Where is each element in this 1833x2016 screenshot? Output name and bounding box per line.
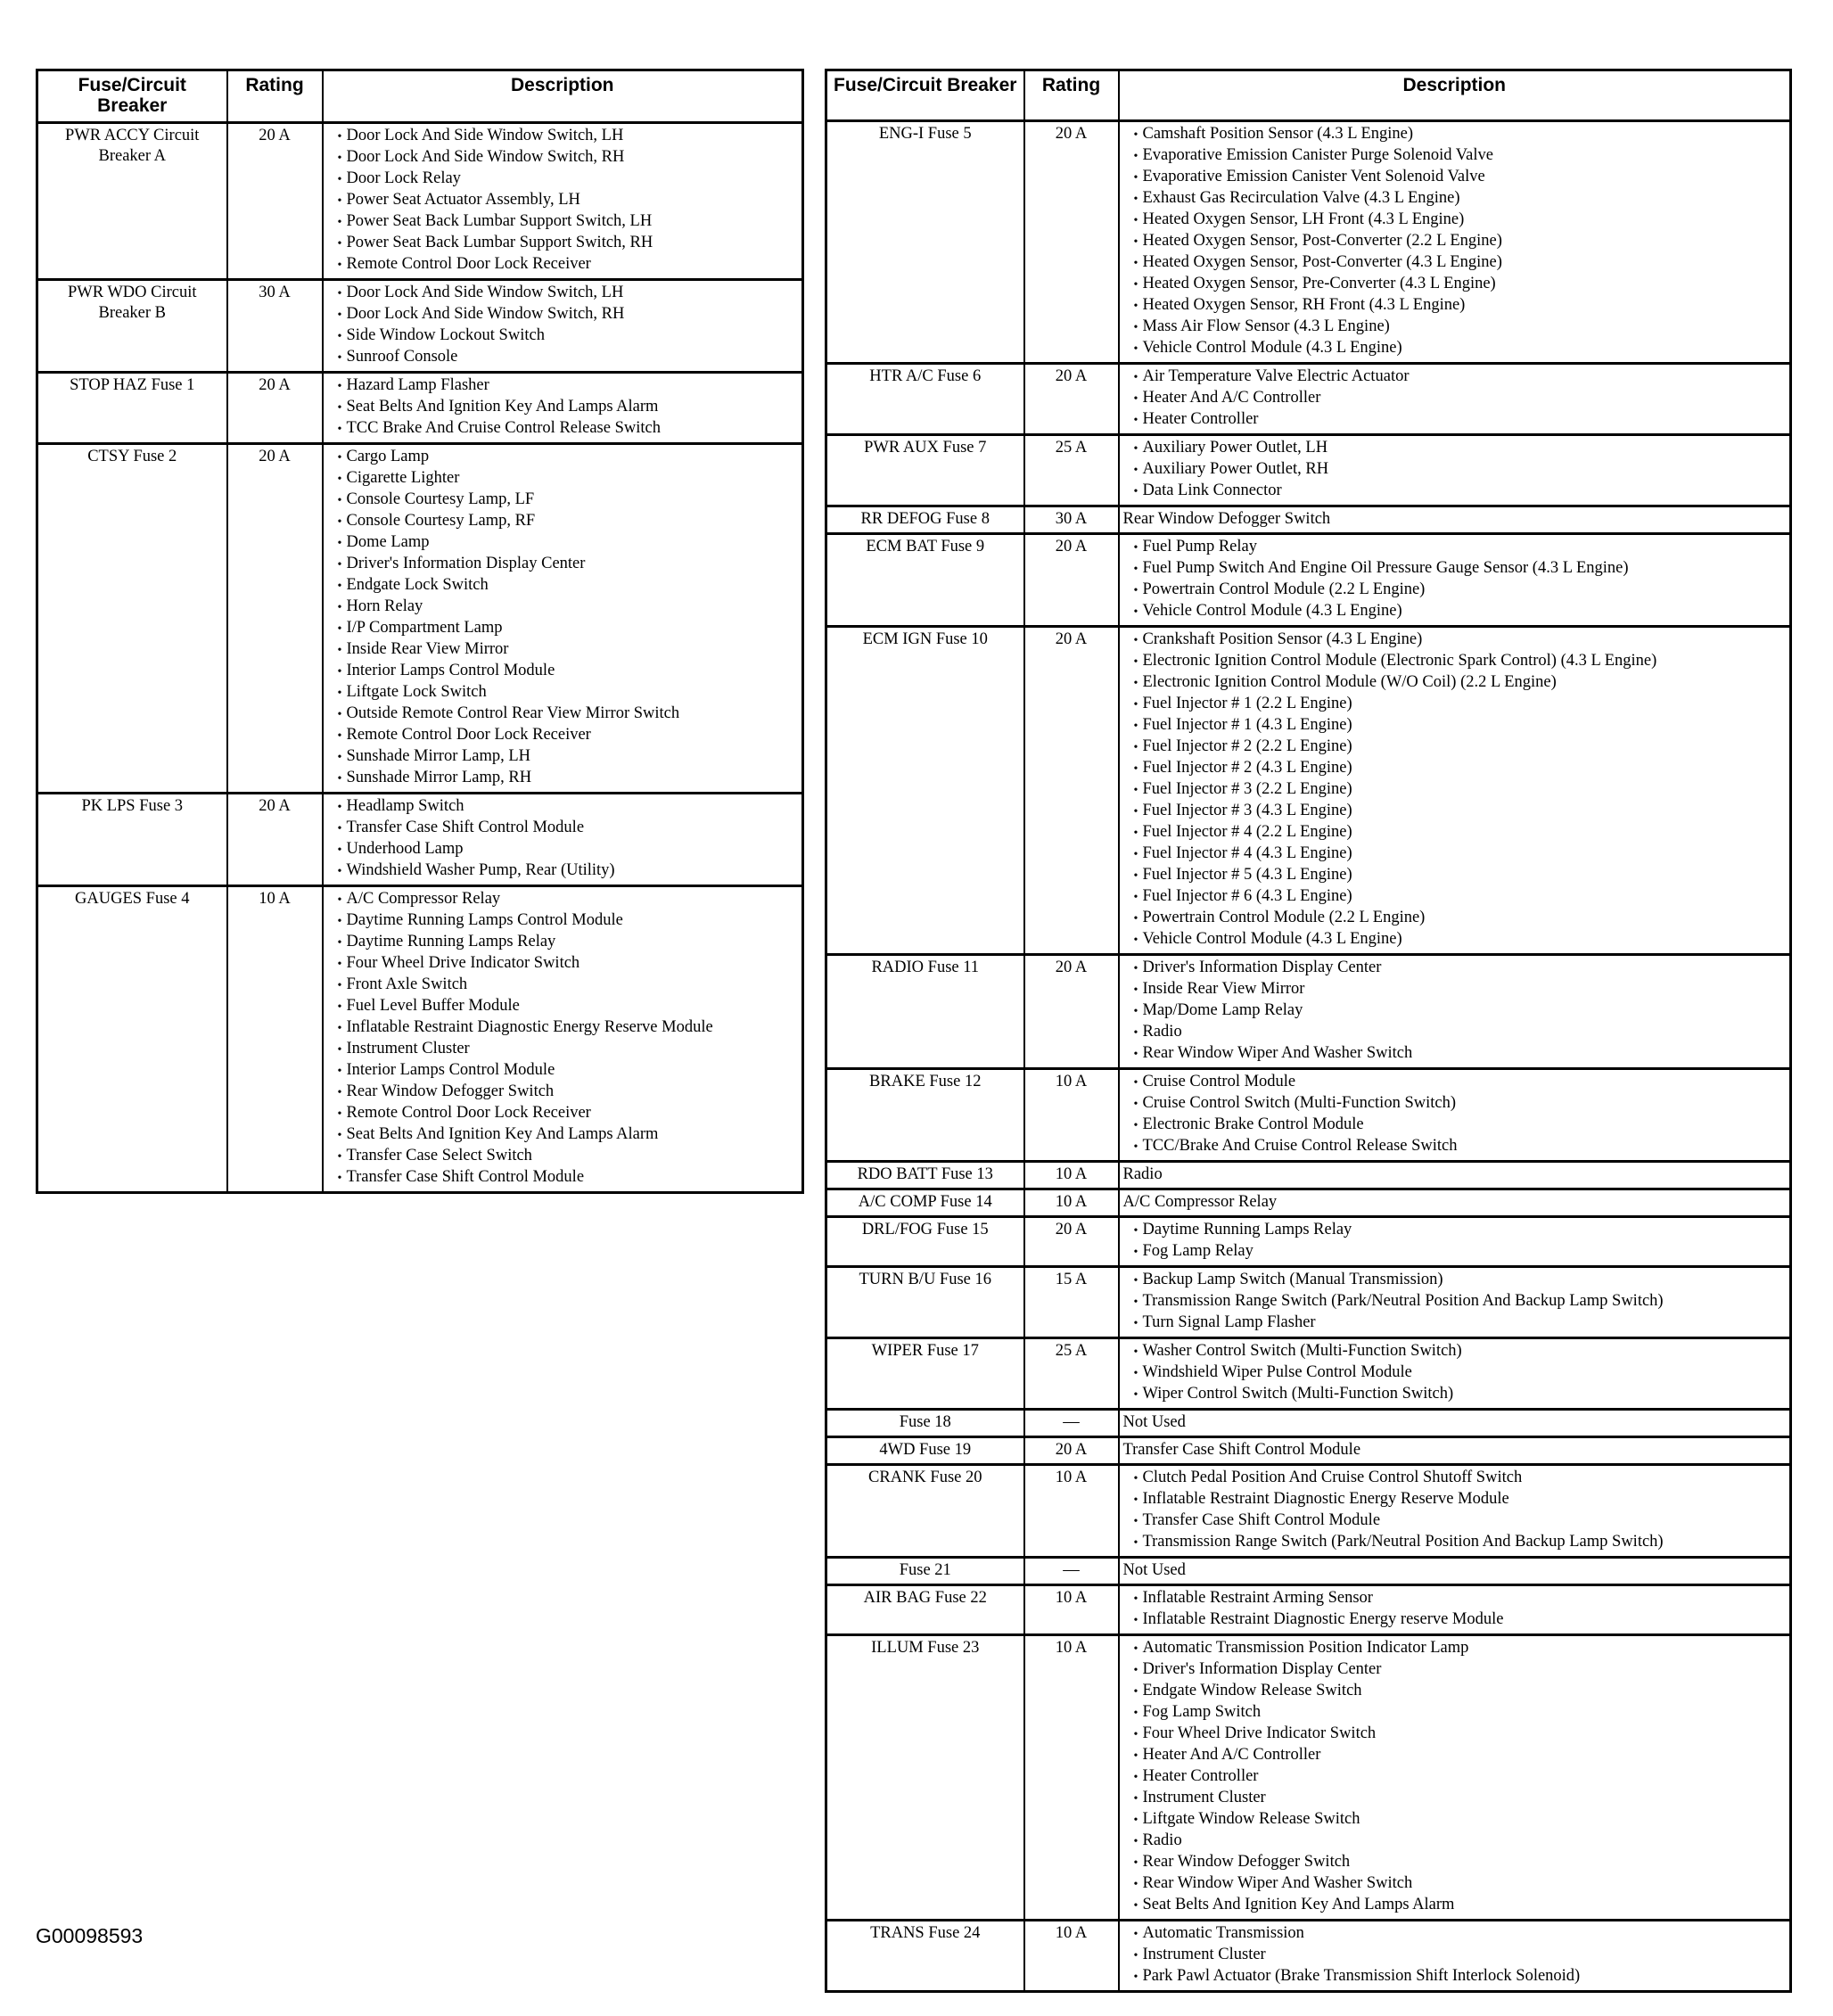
description-list	[1125, 958, 1785, 1065]
fuse-description	[1119, 1921, 1791, 1992]
fuse-name: ECM IGN Fuse 10	[826, 627, 1024, 955]
fuse-description	[1119, 955, 1791, 1069]
description-item: • Fuel Injector # 4 (4.3 L Engine)	[1143, 843, 1785, 865]
description-item: • TCC/Brake And Cruise Control Release Switch	[1143, 1136, 1785, 1157]
description-item: • Electronic Brake Control Module	[1143, 1115, 1785, 1136]
description-item: • Fuel Pump Relay	[1143, 537, 1785, 558]
description-item: • Console Courtesy Lamp, LF	[347, 490, 797, 511]
fuse-description	[1119, 1465, 1791, 1558]
description-item: • Underhood Lamp	[347, 839, 797, 860]
description-list	[329, 283, 797, 368]
table-row	[37, 444, 803, 794]
description-item: • Fuel Injector # 3 (4.3 L Engine)	[1143, 801, 1785, 822]
description-item: • Headlamp Switch	[347, 796, 797, 818]
table-row	[826, 1189, 1791, 1217]
table-row	[826, 1410, 1791, 1437]
description-item: • Liftgate Lock Switch	[347, 682, 797, 704]
fuse-table-right	[825, 69, 1792, 1993]
table-row	[826, 1635, 1791, 1921]
description-item: • Sunroof Console	[347, 347, 797, 368]
fuse-rating: 10 A	[1024, 1921, 1119, 1992]
description-item: • Transfer Case Shift Control Module	[347, 818, 797, 839]
description-item: • Fog Lamp Switch	[1143, 1702, 1785, 1724]
description-item: • Power Seat Back Lumbar Support Switch, RH	[347, 233, 797, 254]
table-row	[826, 1465, 1791, 1558]
description-item: • Heated Oxygen Sensor, Pre-Converter (4.3 L Engine)	[1143, 274, 1785, 295]
fuse-rating: 20 A	[1024, 534, 1119, 627]
fuse-name: PWR ACCY Circuit Breaker A	[37, 123, 227, 280]
description-item: • Auxiliary Power Outlet, LH	[1143, 438, 1785, 459]
description-item: • Liftgate Window Release Switch	[1143, 1809, 1785, 1831]
description-item: • Auxiliary Power Outlet, RH	[1143, 459, 1785, 481]
description-item: • Cigarette Lighter	[347, 468, 797, 490]
fuse-rating: 30 A	[1024, 506, 1119, 534]
fuse-rating: 10 A	[1024, 1585, 1119, 1635]
fuse-description	[323, 280, 803, 373]
fuse-name: CRANK Fuse 20	[826, 1465, 1024, 1558]
fuse-name: AIR BAG Fuse 22	[826, 1585, 1024, 1635]
fuse-description	[1119, 1069, 1791, 1162]
fuse-description: Rear Window Defogger Switch	[1119, 506, 1791, 534]
description-item: • Radio	[1143, 1022, 1785, 1043]
description-item: • Dome Lamp	[347, 532, 797, 554]
fuse-rating: 15 A	[1024, 1267, 1119, 1338]
description-item: • Heater Controller	[1143, 1766, 1785, 1788]
description-item: • Backup Lamp Switch (Manual Transmission)	[1143, 1270, 1785, 1291]
description-item: • Camshaft Position Sensor (4.3 L Engine)	[1143, 124, 1785, 145]
header-rating: Rating	[1024, 70, 1119, 121]
description-item: • Powertrain Control Module (2.2 L Engine)	[1143, 580, 1785, 601]
fuse-rating: 10 A	[1024, 1069, 1119, 1162]
fuse-description	[323, 444, 803, 794]
description-list	[329, 126, 797, 276]
header-fuse: Fuse/Circuit Breaker	[37, 70, 227, 123]
table-header-row	[37, 70, 803, 123]
fuse-rating: 25 A	[1024, 435, 1119, 506]
description-item: • Data Link Connector	[1143, 481, 1785, 502]
description-item: • Instrument Cluster	[347, 1039, 797, 1060]
description-item: • Power Seat Back Lumbar Support Switch, LH	[347, 211, 797, 233]
description-list	[1125, 1072, 1785, 1157]
fuse-name: RDO BATT Fuse 13	[826, 1162, 1024, 1189]
description-item: • Heated Oxygen Sensor, RH Front (4.3 L Engine)	[1143, 295, 1785, 317]
description-list	[329, 447, 797, 789]
fuse-rating: 10 A	[227, 886, 323, 1193]
fuse-name: DRL/FOG Fuse 15	[826, 1217, 1024, 1267]
description-item: • Clutch Pedal Position And Cruise Control Shutoff Switch	[1143, 1468, 1785, 1489]
table-row	[37, 123, 803, 280]
description-item: • Fuel Pump Switch And Engine Oil Pressure Gauge Sensor (4.3 L Engine)	[1143, 558, 1785, 580]
table-row	[826, 1069, 1791, 1162]
table-row	[826, 1437, 1791, 1465]
description-item: • Front Axle Switch	[347, 975, 797, 996]
description-item: • Transfer Case Shift Control Module	[347, 1167, 797, 1189]
description-item: • Air Temperature Valve Electric Actuator	[1143, 366, 1785, 388]
description-item: • Fuel Injector # 5 (4.3 L Engine)	[1143, 865, 1785, 886]
description-item: • Fuel Injector # 6 (4.3 L Engine)	[1143, 886, 1785, 908]
fuse-rating: 20 A	[1024, 955, 1119, 1069]
description-list	[1125, 537, 1785, 622]
table-row	[826, 506, 1791, 534]
description-item: • Wiper Control Switch (Multi-Function Switch)	[1143, 1384, 1785, 1405]
description-item: • Fuel Injector # 2 (4.3 L Engine)	[1143, 758, 1785, 779]
description-item: • Transfer Case Shift Control Module	[1143, 1510, 1785, 1532]
description-item: • Door Lock And Side Window Switch, LH	[347, 283, 797, 304]
description-item: • Crankshaft Position Sensor (4.3 L Engine)	[1143, 629, 1785, 651]
fuse-rating: 20 A	[1024, 1437, 1119, 1465]
table-body	[826, 121, 1791, 1992]
description-item: • Transmission Range Switch (Park/Neutral Position And Backup Lamp Switch)	[1143, 1532, 1785, 1553]
fuse-name: ILLUM Fuse 23	[826, 1635, 1024, 1921]
fuse-description: A/C Compressor Relay	[1119, 1189, 1791, 1217]
description-list	[1125, 1923, 1785, 1987]
description-item: • I/P Compartment Lamp	[347, 618, 797, 639]
description-item: • Driver's Information Display Center	[347, 554, 797, 575]
fuse-description	[1119, 1635, 1791, 1921]
fuse-rating: 20 A	[1024, 1217, 1119, 1267]
description-item: • Door Lock And Side Window Switch, RH	[347, 304, 797, 325]
description-list	[1125, 629, 1785, 950]
description-item: • Cruise Control Module	[1143, 1072, 1785, 1093]
fuse-rating: 20 A	[227, 373, 323, 444]
description-item: • Four Wheel Drive Indicator Switch	[347, 953, 797, 975]
header-fuse: Fuse/Circuit Breaker	[826, 70, 1024, 121]
description-item: • Electronic Ignition Control Module (Electronic Spark Control) (4.3 L Engine)	[1143, 651, 1785, 672]
fuse-description	[1119, 435, 1791, 506]
description-item: • Interior Lamps Control Module	[347, 1060, 797, 1082]
fuse-name: TRANS Fuse 24	[826, 1921, 1024, 1992]
table-row	[826, 1921, 1791, 1992]
fuse-rating: 10 A	[1024, 1162, 1119, 1189]
fuse-description	[1119, 1585, 1791, 1635]
description-item: • Heater And A/C Controller	[1143, 388, 1785, 409]
description-item: • Inside Rear View Mirror	[347, 639, 797, 661]
description-item: • Evaporative Emission Canister Purge Solenoid Valve	[1143, 145, 1785, 167]
description-item: • Rear Window Wiper And Washer Switch	[1143, 1873, 1785, 1895]
description-list	[1125, 438, 1785, 502]
description-item: • Console Courtesy Lamp, RF	[347, 511, 797, 532]
fuse-rating: 20 A	[1024, 121, 1119, 364]
fuse-name: CTSY Fuse 2	[37, 444, 227, 794]
fuse-name: WIPER Fuse 17	[826, 1338, 1024, 1410]
description-item: • Heated Oxygen Sensor, Post-Converter (4.3 L Engine)	[1143, 252, 1785, 274]
description-item: • Rear Window Defogger Switch	[1143, 1852, 1785, 1873]
description-item: • Seat Belts And Ignition Key And Lamps Alarm	[347, 397, 797, 418]
description-item: • Cargo Lamp	[347, 447, 797, 468]
description-item: • Automatic Transmission Position Indicator Lamp	[1143, 1638, 1785, 1659]
table-row	[826, 364, 1791, 435]
description-item: • Daytime Running Lamps Control Module	[347, 910, 797, 932]
description-item: • Heated Oxygen Sensor, LH Front (4.3 L Engine)	[1143, 210, 1785, 231]
fuse-description	[1119, 364, 1791, 435]
table-row	[826, 627, 1791, 955]
description-list	[1125, 1638, 1785, 1916]
table-row	[826, 1585, 1791, 1635]
description-item: • Fuel Injector # 1 (4.3 L Engine)	[1143, 715, 1785, 736]
table-row	[826, 955, 1791, 1069]
table-row	[37, 794, 803, 886]
description-list	[1125, 1588, 1785, 1631]
description-item: • Inflatable Restraint Diagnostic Energy Reserve Module	[1143, 1489, 1785, 1510]
description-item: • Evaporative Emission Canister Vent Solenoid Valve	[1143, 167, 1785, 188]
description-item: • Driver's Information Display Center	[1143, 1659, 1785, 1681]
fuse-rating: 25 A	[1024, 1338, 1119, 1410]
fuse-name: PWR AUX Fuse 7	[826, 435, 1024, 506]
fuse-description	[323, 123, 803, 280]
fuse-rating: 10 A	[1024, 1635, 1119, 1921]
description-item: • Fuel Injector # 2 (2.2 L Engine)	[1143, 736, 1785, 758]
description-item: • Door Lock And Side Window Switch, RH	[347, 147, 797, 169]
description-item: • Vehicle Control Module (4.3 L Engine)	[1143, 929, 1785, 950]
table-body	[37, 123, 803, 1193]
description-item: • Inflatable Restraint Arming Sensor	[1143, 1588, 1785, 1609]
description-item: • Sunshade Mirror Lamp, LH	[347, 746, 797, 768]
fuse-rating: —	[1024, 1558, 1119, 1585]
header-description: Description	[323, 70, 803, 123]
table-row	[826, 1267, 1791, 1338]
fuse-description	[323, 886, 803, 1193]
description-item: • Power Seat Actuator Assembly, LH	[347, 190, 797, 211]
description-item: • Washer Control Switch (Multi-Function Switch)	[1143, 1341, 1785, 1362]
description-item: • Vehicle Control Module (4.3 L Engine)	[1143, 338, 1785, 359]
fuse-rating: —	[1024, 1410, 1119, 1437]
description-list	[1125, 1270, 1785, 1334]
description-item: • Transfer Case Select Switch	[347, 1146, 797, 1167]
fuse-name: RADIO Fuse 11	[826, 955, 1024, 1069]
description-item: • Daytime Running Lamps Relay	[1143, 1220, 1785, 1241]
description-item: • Instrument Cluster	[1143, 1945, 1785, 1966]
fuse-rating: 10 A	[1024, 1465, 1119, 1558]
fuse-description	[323, 373, 803, 444]
fuse-name: PK LPS Fuse 3	[37, 794, 227, 886]
fuse-description	[1119, 534, 1791, 627]
fuse-description: Not Used	[1119, 1558, 1791, 1585]
description-item: • Cruise Control Switch (Multi-Function Switch)	[1143, 1093, 1785, 1115]
fuse-description	[323, 794, 803, 886]
description-item: • TCC Brake And Cruise Control Release Switch	[347, 418, 797, 440]
description-item: • Inside Rear View Mirror	[1143, 979, 1785, 1000]
table-row	[37, 373, 803, 444]
description-item: • Radio	[1143, 1831, 1785, 1852]
description-item: • Powertrain Control Module (2.2 L Engine)	[1143, 908, 1785, 929]
description-item: • Park Pawl Actuator (Brake Transmission Shift Interlock Solenoid)	[1143, 1966, 1785, 1987]
description-item: • Daytime Running Lamps Relay	[347, 932, 797, 953]
description-item: • Fuel Level Buffer Module	[347, 996, 797, 1017]
table-row	[826, 1162, 1791, 1189]
description-item: • Turn Signal Lamp Flasher	[1143, 1312, 1785, 1334]
fuse-rating: 20 A	[227, 444, 323, 794]
description-item: • Map/Dome Lamp Relay	[1143, 1000, 1785, 1022]
description-list	[1125, 124, 1785, 359]
description-item: • Windshield Wiper Pulse Control Module	[1143, 1362, 1785, 1384]
fuse-table-left	[36, 69, 804, 1194]
description-list	[329, 375, 797, 440]
fuse-name: BRAKE Fuse 12	[826, 1069, 1024, 1162]
description-item: • Fuel Injector # 3 (2.2 L Engine)	[1143, 779, 1785, 801]
description-list	[1125, 1468, 1785, 1553]
fuse-description	[1119, 1338, 1791, 1410]
fuse-description: Not Used	[1119, 1410, 1791, 1437]
description-list	[1125, 1341, 1785, 1405]
fuse-name: ENG-I Fuse 5	[826, 121, 1024, 364]
fuse-rating: 20 A	[227, 123, 323, 280]
fuse-description: Radio	[1119, 1162, 1791, 1189]
description-list	[329, 796, 797, 882]
table-row	[826, 435, 1791, 506]
fuse-name: Fuse 18	[826, 1410, 1024, 1437]
description-list	[1125, 366, 1785, 431]
table-row	[826, 1338, 1791, 1410]
description-item: • Interior Lamps Control Module	[347, 661, 797, 682]
table-row	[37, 886, 803, 1193]
description-item: • Mass Air Flow Sensor (4.3 L Engine)	[1143, 317, 1785, 338]
description-item: • Heater Controller	[1143, 409, 1785, 431]
fuse-description	[1119, 121, 1791, 364]
description-item: • Windshield Washer Pump, Rear (Utility)	[347, 860, 797, 882]
table-row	[826, 1558, 1791, 1585]
description-item: • Hazard Lamp Flasher	[347, 375, 797, 397]
description-item: • Inflatable Restraint Diagnostic Energy Reserve Module	[347, 1017, 797, 1039]
description-item: • Seat Belts And Ignition Key And Lamps Alarm	[347, 1124, 797, 1146]
fuse-description	[1119, 627, 1791, 955]
description-item: • Endgate Window Release Switch	[1143, 1681, 1785, 1702]
description-item: • Fog Lamp Relay	[1143, 1241, 1785, 1263]
fuse-name: RR DEFOG Fuse 8	[826, 506, 1024, 534]
table-row	[826, 121, 1791, 364]
description-item: • Heated Oxygen Sensor, Post-Converter (2.2 L Engine)	[1143, 231, 1785, 252]
description-item: • Door Lock And Side Window Switch, LH	[347, 126, 797, 147]
description-item: • Transmission Range Switch (Park/Neutral Position And Backup Lamp Switch)	[1143, 1291, 1785, 1312]
description-item: • Fuel Injector # 4 (2.2 L Engine)	[1143, 822, 1785, 843]
fuse-name: TURN B/U Fuse 16	[826, 1267, 1024, 1338]
fuse-name: HTR A/C Fuse 6	[826, 364, 1024, 435]
description-item: • Electronic Ignition Control Module (W/O Coil) (2.2 L Engine)	[1143, 672, 1785, 694]
description-item: • A/C Compressor Relay	[347, 889, 797, 910]
description-item: • Rear Window Wiper And Washer Switch	[1143, 1043, 1785, 1065]
fuse-name: 4WD Fuse 19	[826, 1437, 1024, 1465]
description-item: • Remote Control Door Lock Receiver	[347, 725, 797, 746]
fuse-name: STOP HAZ Fuse 1	[37, 373, 227, 444]
fuse-name: GAUGES Fuse 4	[37, 886, 227, 1193]
table-row	[37, 280, 803, 373]
description-item: • Instrument Cluster	[1143, 1788, 1785, 1809]
description-item: • Remote Control Door Lock Receiver	[347, 1103, 797, 1124]
description-list	[1125, 1220, 1785, 1263]
description-item: • Fuel Injector # 1 (2.2 L Engine)	[1143, 694, 1785, 715]
description-item: • Driver's Information Display Center	[1143, 958, 1785, 979]
fuse-rating: 20 A	[1024, 627, 1119, 955]
fuse-description	[1119, 1217, 1791, 1267]
fuse-description	[1119, 1267, 1791, 1338]
description-item: • Four Wheel Drive Indicator Switch	[1143, 1724, 1785, 1745]
description-item: • Door Lock Relay	[347, 169, 797, 190]
header-description: Description	[1119, 70, 1791, 121]
fuse-description: Transfer Case Shift Control Module	[1119, 1437, 1791, 1465]
fuse-name: Fuse 21	[826, 1558, 1024, 1585]
description-item: • Seat Belts And Ignition Key And Lamps Alarm	[1143, 1895, 1785, 1916]
table-header-row	[826, 70, 1791, 121]
description-item: • Automatic Transmission	[1143, 1923, 1785, 1945]
fuse-rating: 20 A	[1024, 364, 1119, 435]
description-item: • Sunshade Mirror Lamp, RH	[347, 768, 797, 789]
description-item: • Endgate Lock Switch	[347, 575, 797, 597]
description-item: • Outside Remote Control Rear View Mirror Switch	[347, 704, 797, 725]
description-item: • Horn Relay	[347, 597, 797, 618]
description-item: • Side Window Lockout Switch	[347, 325, 797, 347]
fuse-name: A/C COMP Fuse 14	[826, 1189, 1024, 1217]
fuse-name: PWR WDO Circuit Breaker B	[37, 280, 227, 373]
table-row	[826, 534, 1791, 627]
description-item: • Inflatable Restraint Diagnostic Energy reserve Module	[1143, 1609, 1785, 1631]
description-item: • Exhaust Gas Recirculation Valve (4.3 L Engine)	[1143, 188, 1785, 210]
description-item: • Vehicle Control Module (4.3 L Engine)	[1143, 601, 1785, 622]
fuse-rating: 10 A	[1024, 1189, 1119, 1217]
description-item: • Remote Control Door Lock Receiver	[347, 254, 797, 276]
figure-id: G00098593	[36, 1924, 144, 1947]
description-list	[329, 889, 797, 1189]
fuse-rating: 20 A	[227, 794, 323, 886]
fuse-rating: 30 A	[227, 280, 323, 373]
description-item: • Rear Window Defogger Switch	[347, 1082, 797, 1103]
header-rating: Rating	[227, 70, 323, 123]
table-row	[826, 1217, 1791, 1267]
fuse-name: ECM BAT Fuse 9	[826, 534, 1024, 627]
description-item: • Heater And A/C Controller	[1143, 1745, 1785, 1766]
